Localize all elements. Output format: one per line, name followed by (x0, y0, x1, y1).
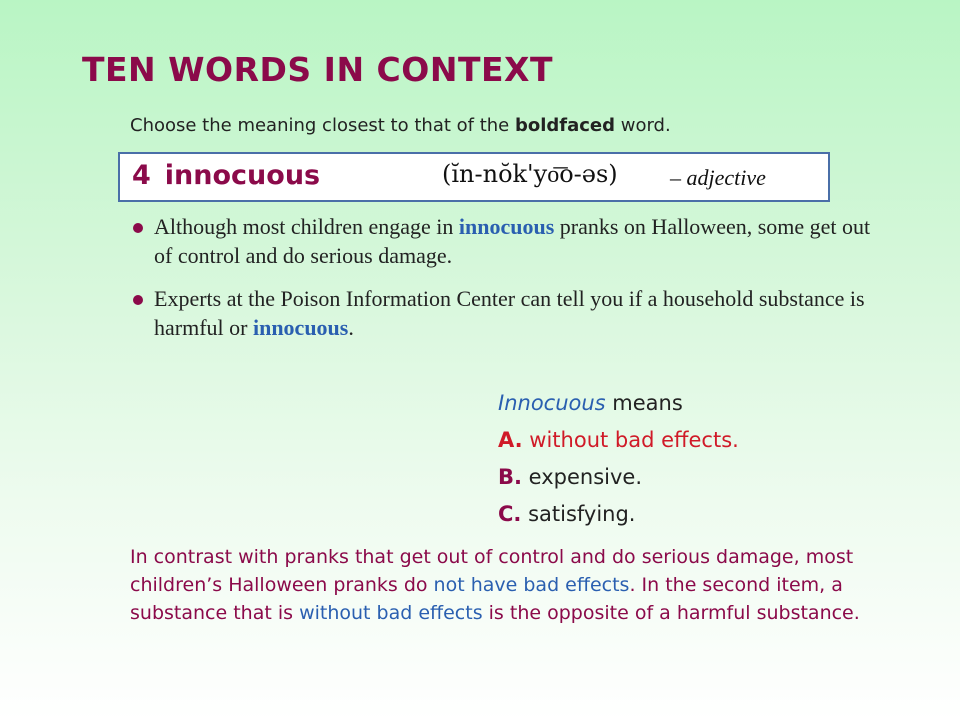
explanation-text: . In the second item, a substance that is (130, 574, 843, 624)
vocabulary-word-box (118, 152, 830, 202)
option-text: satisfying. (521, 502, 636, 526)
option-a[interactable] (498, 425, 739, 455)
example-text: pranks on Halloween, some get out of control and do serious damage. (154, 214, 871, 268)
explanation-highlight: not have bad effects (433, 574, 630, 596)
question-stem (498, 388, 739, 418)
vocabulary-word (132, 160, 320, 191)
question-term: Innocuous (498, 391, 606, 415)
example-sentence-1 (132, 212, 892, 270)
explanation-text: In contrast with pranks that get out of control and do serious damage, most children’s Halloween pranks do (130, 546, 854, 596)
example-text: Experts at the Poison Information Center can tell you if a household substance is harmful or (154, 286, 865, 340)
page-title: TEN WORDS IN CONTEXT (82, 50, 553, 89)
example-sentence-2 (132, 284, 892, 342)
answer-explanation (130, 543, 890, 627)
option-letter: C. (498, 502, 522, 526)
option-text: expensive. (521, 465, 642, 489)
example-highlight: innocuous (458, 214, 555, 239)
option-letter: B. (498, 465, 522, 489)
example-highlight: innocuous (252, 315, 349, 340)
option-text: without bad effects. (522, 428, 739, 452)
option-b[interactable] (498, 462, 739, 492)
word-term: innocuous (164, 160, 321, 191)
example-text: . (348, 315, 354, 340)
word-number: 4 (132, 160, 151, 191)
instruction-after: word. (615, 115, 671, 136)
word-pronunciation: (ĭn-nŏk'yo͞o-əs) (442, 160, 618, 188)
word-part-of-speech: – adjective (670, 165, 766, 190)
example-text: Although most children engage in (154, 214, 459, 239)
explanation-text: is the opposite of a harmful substance. (482, 602, 860, 624)
instruction-bold: boldfaced (514, 115, 616, 136)
option-letter: A. (498, 428, 523, 452)
bullet-icon (133, 223, 143, 233)
instruction-before: Choose the meaning closest to that of the (130, 115, 515, 136)
question-block (498, 388, 739, 536)
bullet-icon (133, 295, 143, 305)
instruction-text (130, 115, 671, 136)
question-stem-text: means (605, 391, 683, 415)
example-sentences (132, 212, 892, 356)
option-c[interactable] (498, 499, 739, 529)
explanation-highlight: without bad effects (299, 602, 483, 624)
